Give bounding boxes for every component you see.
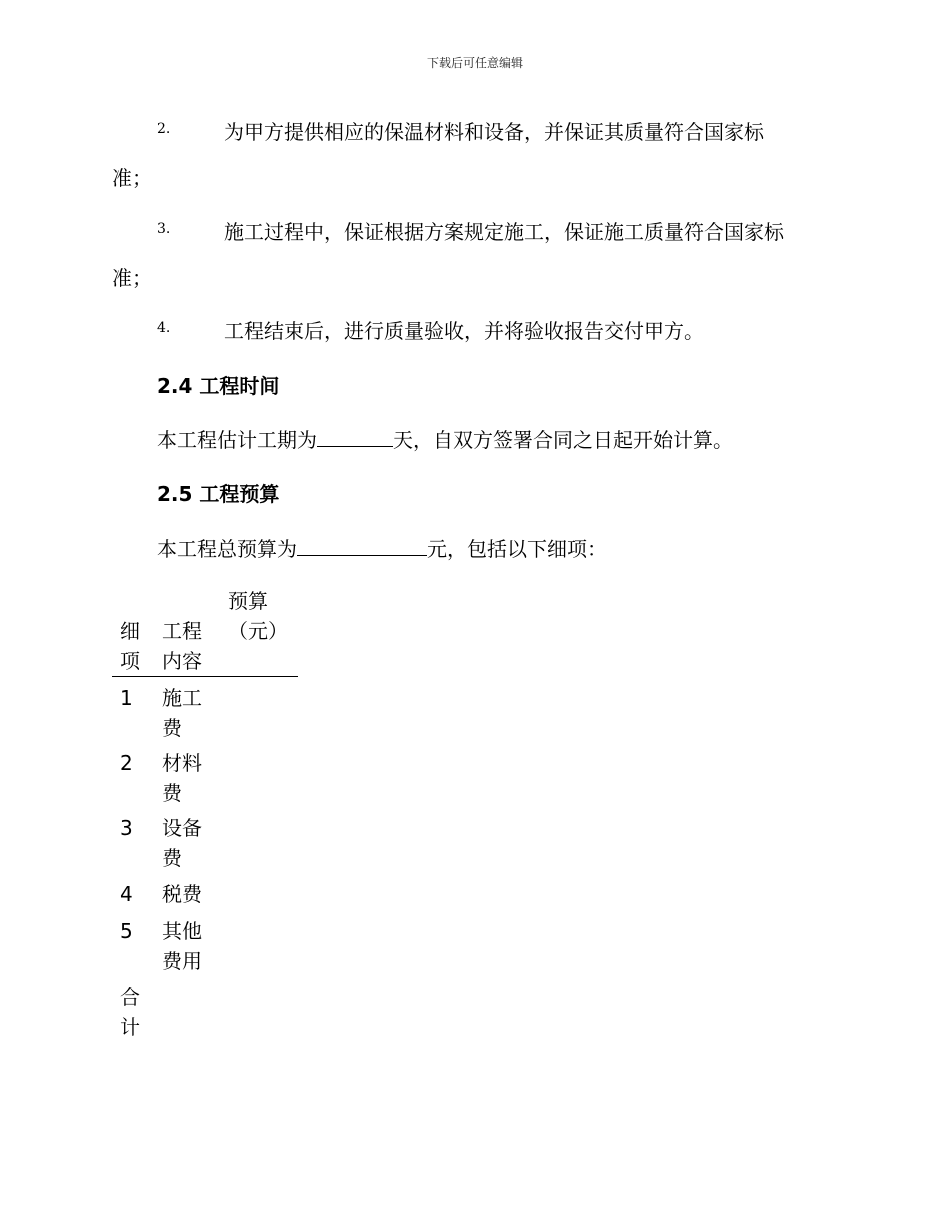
budget-text-after: 元，包括以下细项：	[427, 537, 607, 561]
list-item-continuation: 准；	[112, 166, 152, 190]
budget-sentence	[157, 533, 607, 562]
table-cell-item: 1	[120, 686, 133, 710]
table-cell-total: 合计	[120, 985, 140, 1039]
duration-blank	[317, 426, 393, 447]
table-cell-content: 施工费	[162, 686, 202, 740]
list-item-text: 为甲方提供相应的保温材料和设备，并保证其质量符合国家标	[224, 120, 764, 144]
table-cell-item: 3	[120, 816, 133, 840]
budget-blank	[297, 535, 427, 556]
table-cell-item: 2	[120, 751, 133, 775]
section-heading-time: 2.4 工程时间	[157, 374, 280, 398]
list-number: 3.	[157, 221, 171, 237]
table-cell-content: 其他费用	[162, 919, 202, 973]
list-item-text: 工程结束后，进行质量验收，并将验收报告交付甲方。	[224, 319, 704, 343]
table-header-content: 工程内容	[162, 619, 202, 673]
list-number: 2.	[157, 121, 171, 137]
list-item-continuation: 准；	[112, 266, 152, 290]
duration-text-after: 天，自双方签署合同之日起开始计算。	[393, 428, 733, 452]
table-cell-item: 5	[120, 919, 133, 943]
table-cell-content: 设备费	[162, 816, 202, 870]
table-cell-content: 税费	[162, 882, 202, 906]
duration-text-before: 本工程估计工期为	[157, 428, 317, 452]
section-heading-budget: 2.5 工程预算	[157, 482, 280, 506]
table-header-item: 细项	[120, 619, 140, 673]
table-header-budget: 预算（元）	[228, 589, 288, 643]
table-cell-content: 材料费	[162, 751, 202, 805]
page-header: 下载后可任意编辑	[426, 56, 523, 70]
budget-text-before: 本工程总预算为	[157, 537, 297, 561]
list-number: 4.	[157, 320, 171, 336]
table-cell-item: 4	[120, 882, 133, 906]
table-header-rule	[112, 676, 298, 677]
duration-sentence	[157, 424, 733, 453]
list-item-text: 施工过程中，保证根据方案规定施工，保证施工质量符合国家标	[224, 220, 784, 244]
